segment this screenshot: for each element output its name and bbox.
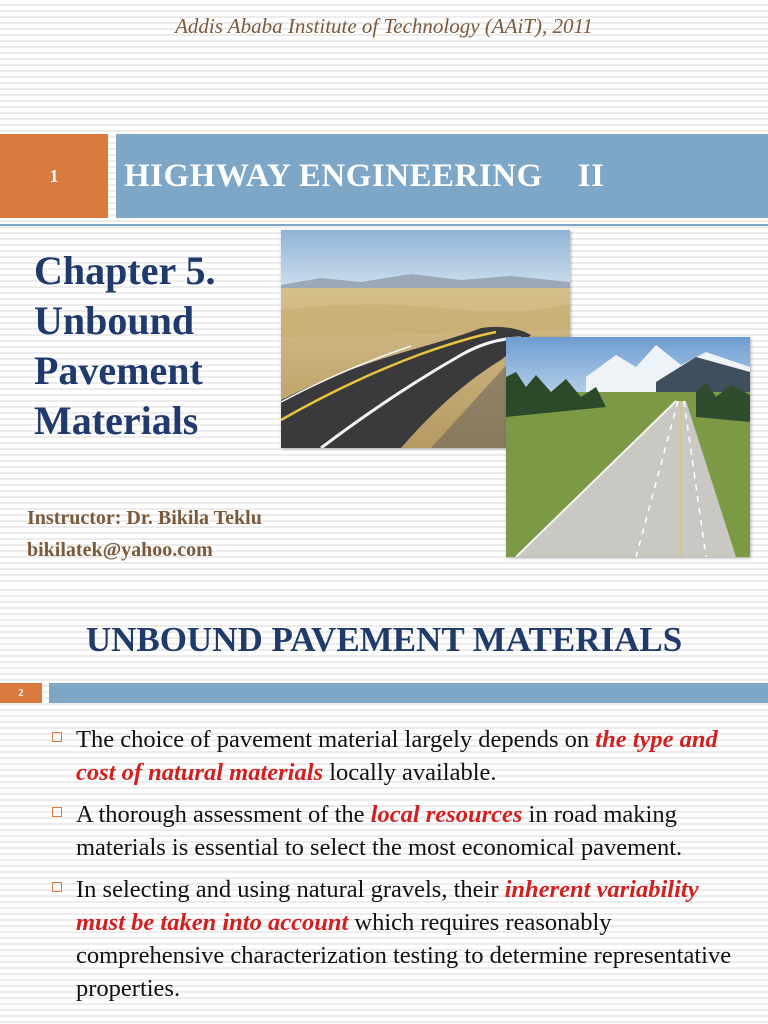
- square-bullet-icon: [52, 732, 62, 742]
- square-bullet-icon: [52, 807, 62, 817]
- slide-number: 1: [0, 134, 108, 218]
- instructor-email: bikilatek@yahoo.com: [27, 539, 213, 561]
- divider: [0, 224, 768, 226]
- chapter-line: Unbound: [34, 298, 195, 343]
- chapter-line: Chapter 5.: [34, 248, 216, 293]
- instructor-name: Instructor: Dr. Bikila Teklu: [27, 507, 262, 529]
- chapter-line: Pavement: [34, 348, 203, 393]
- square-bullet-icon: [52, 882, 62, 892]
- course-title: HIGHWAY ENGINEERING II: [124, 158, 605, 194]
- bullet-list: [48, 723, 738, 1014]
- instructor-info: [27, 502, 262, 566]
- bullet-item: A thorough assessment of the local resources in road making materials is essential to select the most economical pavement.: [48, 798, 738, 864]
- emphasis: the type and cost of natural materials: [76, 726, 718, 786]
- chapter-line: Materials: [34, 398, 199, 443]
- slide-2: [0, 585, 768, 1024]
- emphasis: local resources: [370, 801, 523, 828]
- institute-header: Addis Ababa Institute of Technology (AAiT), 2011: [175, 14, 593, 38]
- bullet-item: The choice of pavement material largely depends on the type and cost of natural materials locally available.: [48, 723, 738, 789]
- slide-number: 2: [0, 683, 42, 703]
- bullet-item: In selecting and using natural gravels, their inherent variability must be taken into account which requires reasonably comprehensive characterization testing to determine representative properties.: [48, 873, 738, 1005]
- title-bar: [49, 683, 768, 703]
- straight-highway-photo: [506, 337, 750, 557]
- emphasis: inherent variability must be taken into account: [76, 876, 699, 936]
- slide-title: UNBOUND PAVEMENT MATERIALS: [85, 620, 683, 659]
- chapter-title: [34, 246, 274, 446]
